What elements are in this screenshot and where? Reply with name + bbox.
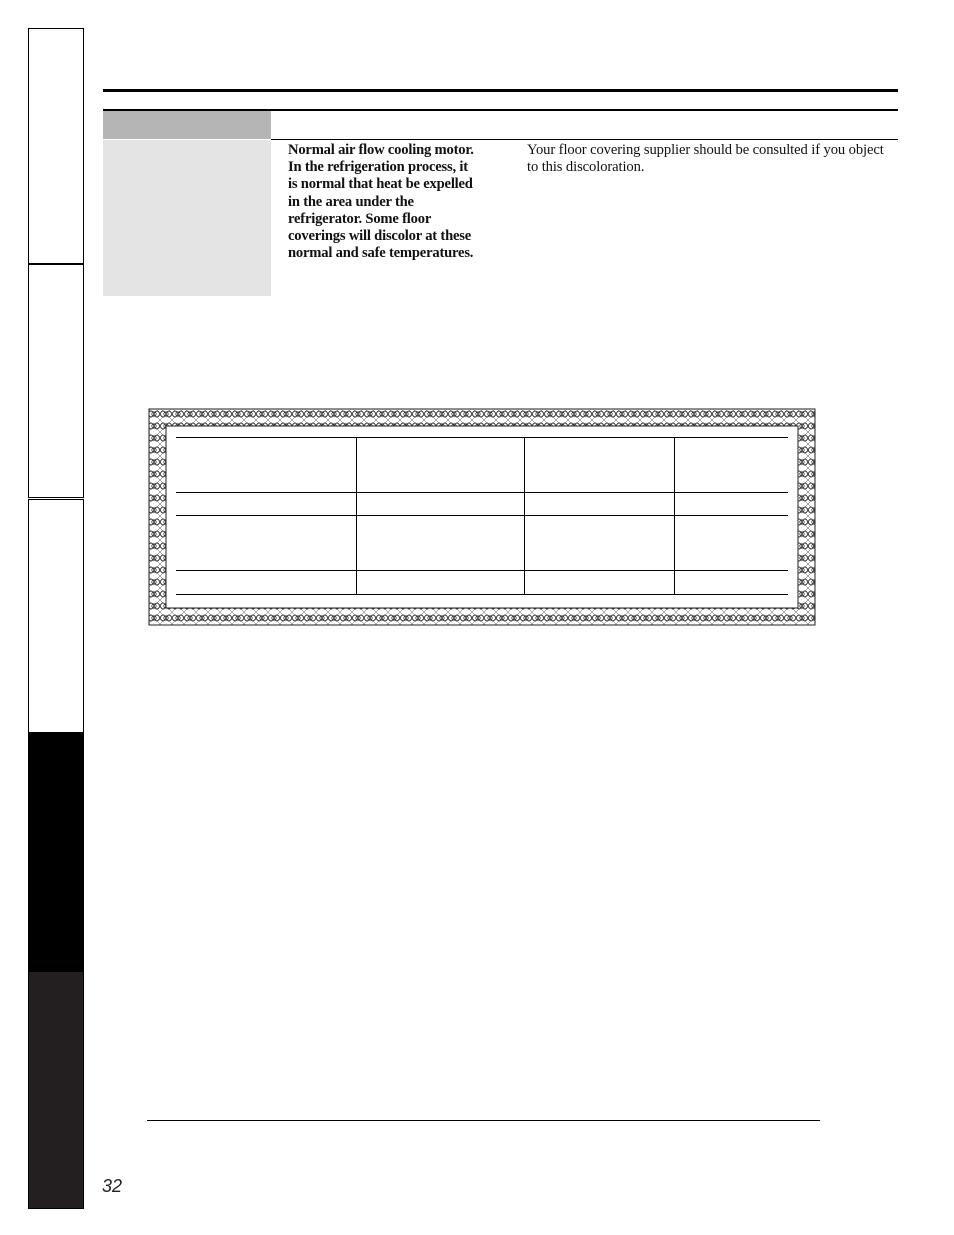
table-rule-row-2 [176,570,788,571]
spec-table [176,437,788,595]
table-rule-bottom [176,594,788,595]
footer-rule [147,1120,820,1121]
header-rule-thick [103,89,898,92]
possible-cause-text: Normal air flow cooling motor. In the refrigeration process, it is normal that heat be expelled in the area under the refrigerator. Some floor coverings will discolor at these normal and safe temperatures. [288,142,474,262]
what-to-do-text: Your floor covering supplier should be consulted if you object to this discoloration. [527,142,884,176]
section-tab-1 [28,28,84,264]
table-col-divider-3 [674,437,675,594]
problem-cell [103,140,271,296]
section-tab-5 [28,971,84,1209]
section-tab-4-active [28,733,84,972]
section-tab-3 [28,499,84,733]
table-rule-header [176,492,788,493]
page-number: 32 [102,1176,123,1196]
column-header-problem [103,111,271,139]
table-col-divider-2 [524,437,525,594]
column-header-rule [271,139,898,140]
table-col-divider-1 [356,437,357,594]
table-rule-top [176,437,788,438]
section-tab-2 [28,264,84,498]
section-tabs [28,28,84,1207]
table-rule-row-1 [176,515,788,516]
